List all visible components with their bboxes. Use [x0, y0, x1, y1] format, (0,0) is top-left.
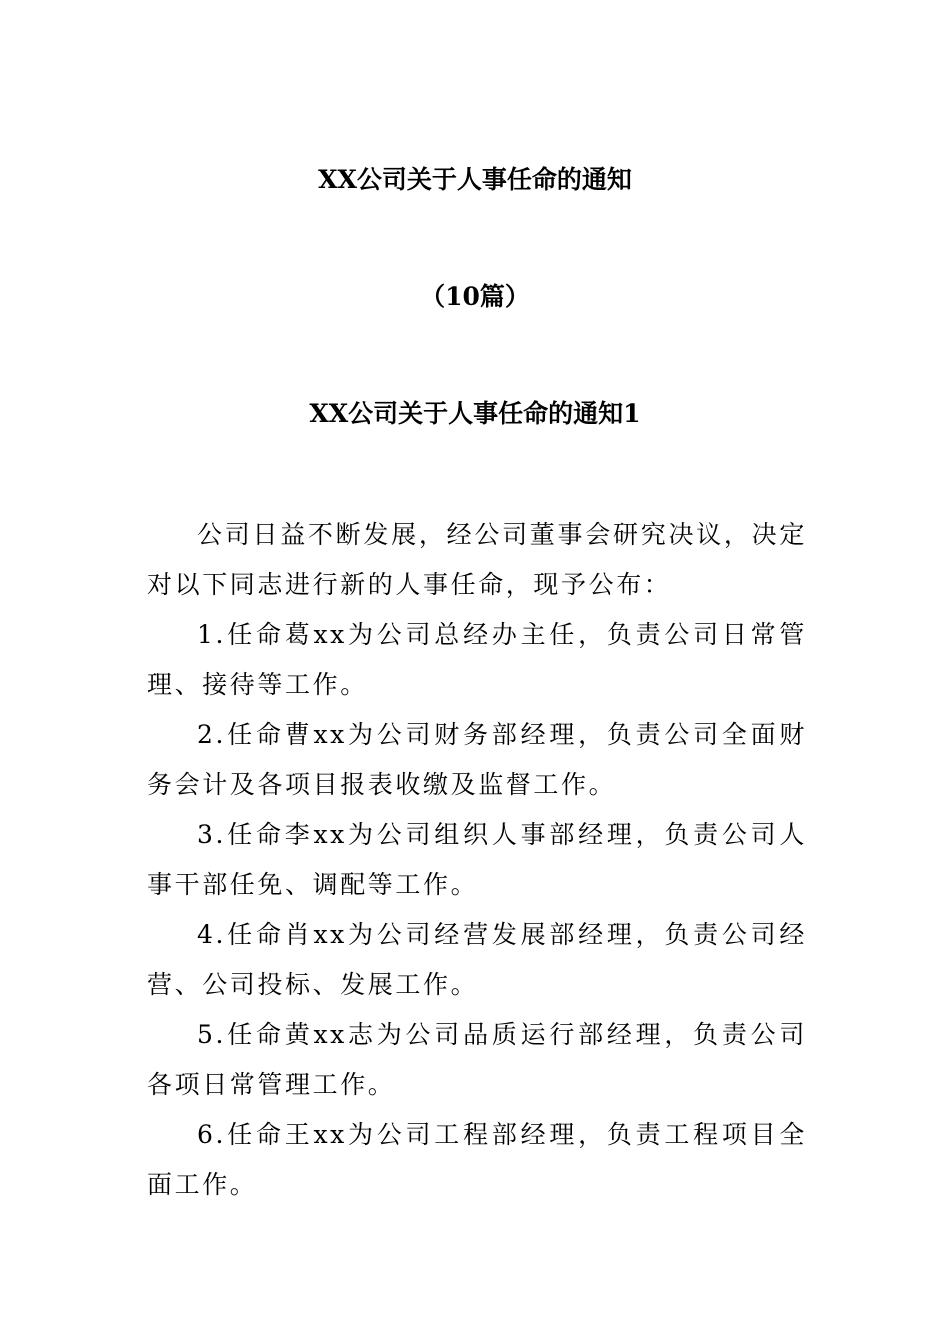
appointment-item-4: 4.任命肖xx为公司经营发展部经理，负责公司经营、公司投标、发展工作。: [147, 920, 807, 999]
document-title: XX公司关于人事任命的通知: [318, 165, 632, 194]
document-body: [147, 510, 807, 1210]
appointment-item-5: 5.任命黄xx志为公司品质运行部经理，负责公司各项日常管理工作。: [147, 1020, 807, 1099]
appointment-item-2: 2.任命曹xx为公司财务部经理，负责公司全面财务会计及各项目报表收缴及监督工作。: [147, 720, 807, 799]
document-subtitle: （10篇）: [420, 282, 530, 311]
appointment-item-1: 1.任命葛xx为公司总经办主任，负责公司日常管理、接待等工作。: [147, 620, 807, 699]
appointment-item-6: 6.任命王xx为公司工程部经理，负责工程项目全面工作。: [147, 1120, 807, 1199]
appointment-item-3: 3.任命李xx为公司组织人事部经理，负责公司人事干部任免、调配等工作。: [147, 820, 807, 899]
intro-paragraph: 公司日益不断发展，经公司董事会研究决议，决定对以下同志进行新的人事任命，现予公布：: [147, 520, 807, 599]
section-title: XX公司关于人事任命的通知1: [309, 399, 641, 428]
